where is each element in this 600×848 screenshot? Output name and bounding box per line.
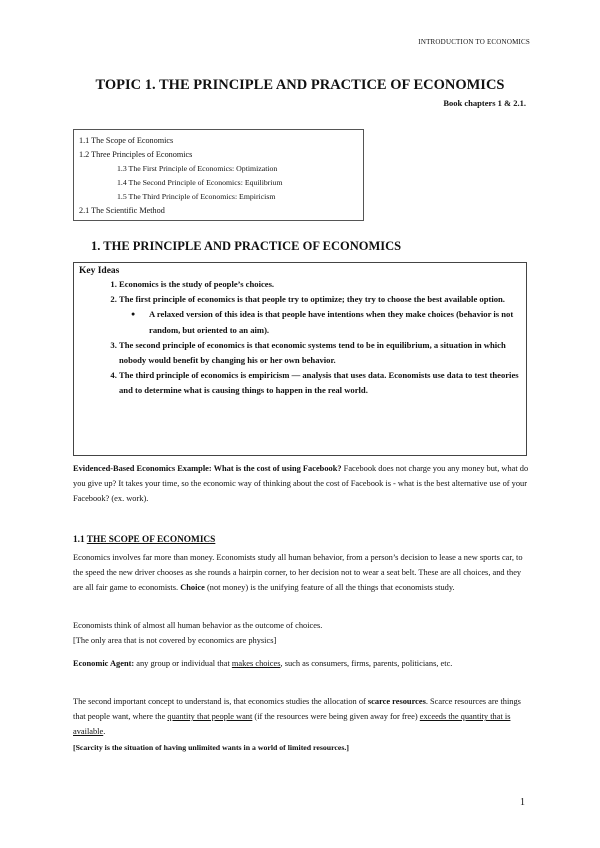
agent-text: any group or individual that bbox=[134, 659, 232, 668]
makes-choices: makes choices bbox=[231, 659, 281, 668]
physics-note: [The only area that is not covered by economics are physics] bbox=[73, 636, 277, 646]
key-idea-text: The first principle of economics is that people try to optimize; they try to choose the best available option. bbox=[119, 294, 505, 305]
scarcity-paragraph bbox=[73, 694, 529, 755]
key-idea-item bbox=[119, 292, 521, 338]
scarcity-note: [Scarcity is the situation of having unlimited wants in a world of limited resources.] bbox=[73, 742, 349, 752]
exceeds-available: exceeds the quantity that is available bbox=[73, 712, 511, 737]
toc-item[interactable]: 1.4 The Second Principle of Economics: Equilibrium bbox=[117, 178, 283, 187]
choice-term: Choice bbox=[180, 583, 205, 593]
scope-text: Economics involves far more than money. Economists study all human behavior, from a person’s decision to lease a new sports car, to the speed the new driver chooses as she rounds a hairpin corner, to her decision not to wear a seat belt. These are all choices, and they are all fair game to economists. bbox=[73, 553, 523, 593]
ebe-text: Facebook does not charge you any money but, what do you give up? It takes your time, so the economic way of thinking about the cost of Facebook is - what is the best alternative use of your Facebook? (ex. work). bbox=[73, 464, 529, 504]
economic-agent-paragraph bbox=[73, 656, 529, 671]
ebe-label: Evidenced-Based Economics Example: What is the cost of using Facebook? bbox=[73, 464, 342, 473]
subsection-heading bbox=[73, 535, 215, 545]
quantity-wanted: quantity that people want bbox=[167, 712, 253, 722]
key-ideas-list bbox=[79, 277, 521, 399]
key-ideas-box bbox=[73, 262, 527, 456]
key-idea-item: 4. The third principle of economics is empiricism — analysis that uses data. Economists use data to test theories and to determine what is causing things to happen in the real world. bbox=[119, 368, 521, 398]
scarcity-text: The second important concept to understand is, that economics studies the allocation of bbox=[73, 697, 368, 706]
page-title: TOPIC 1. THE PRINCIPLE AND PRACTICE OF ECONOMICS bbox=[95, 77, 505, 93]
book-chapters: Book chapters 1 & 2.1. bbox=[443, 98, 526, 108]
toc-item[interactable]: 1.5 The Third Principle of Economics: Empiricism bbox=[117, 192, 276, 201]
key-idea-sublist bbox=[119, 307, 521, 337]
key-idea-item: 3. The second principle of economics is that economic systems tend to be in equilibrium, a situation in which nobody would benefit by changing his or her own behavior. bbox=[119, 338, 521, 368]
key-ideas-title: Key Ideas bbox=[79, 266, 120, 276]
toc-item[interactable]: 2.1 The Scientific Method bbox=[79, 206, 165, 215]
section-heading: 1. THE PRINCIPLE AND PRACTICE OF ECONOMICS bbox=[91, 239, 402, 253]
scope-paragraph bbox=[73, 550, 529, 596]
choices-text: Economists think of almost all human behavior as the outcome of choices. bbox=[73, 621, 323, 630]
toc-item[interactable]: 1.2 Three Principles of Economics bbox=[79, 150, 193, 159]
toc-item[interactable]: 1.3 The First Principle of Economics: Optimization bbox=[117, 164, 278, 173]
economic-agent-label: Economic Agent: bbox=[73, 659, 135, 668]
running-header: INTRODUCTION TO ECONOMICS bbox=[418, 38, 530, 46]
scarce-resources-term: scarce resources bbox=[367, 697, 426, 706]
choices-paragraph bbox=[73, 618, 529, 648]
scarcity-text: . bbox=[103, 727, 106, 737]
subsection-title: THE SCOPE OF ECONOMICS bbox=[86, 535, 216, 545]
subsection-number: 1.1 bbox=[73, 535, 87, 545]
table-of-contents bbox=[73, 129, 364, 221]
agent-text-end: , such as consumers, firms, parents, politicians, etc. bbox=[280, 659, 453, 668]
page-number: 1 bbox=[520, 797, 525, 808]
key-idea-item: 1. Economics is the study of people’s choices. bbox=[119, 277, 521, 292]
ebe-paragraph bbox=[73, 461, 529, 507]
key-idea-subitem: ● A relaxed version of this idea is that people have intentions when they make choices (behavior is not random, but oriented to an aim). bbox=[149, 307, 521, 337]
scarcity-text: (if the resources were being given away for free) bbox=[252, 712, 420, 722]
scarcity-text: . Scarce resources are things that people want, where the bbox=[73, 697, 521, 722]
toc-item[interactable]: 1.1 The Scope of Economics bbox=[79, 136, 174, 145]
scope-text-end: (not money) is the unifying feature of all the things that economists study. bbox=[204, 583, 455, 593]
